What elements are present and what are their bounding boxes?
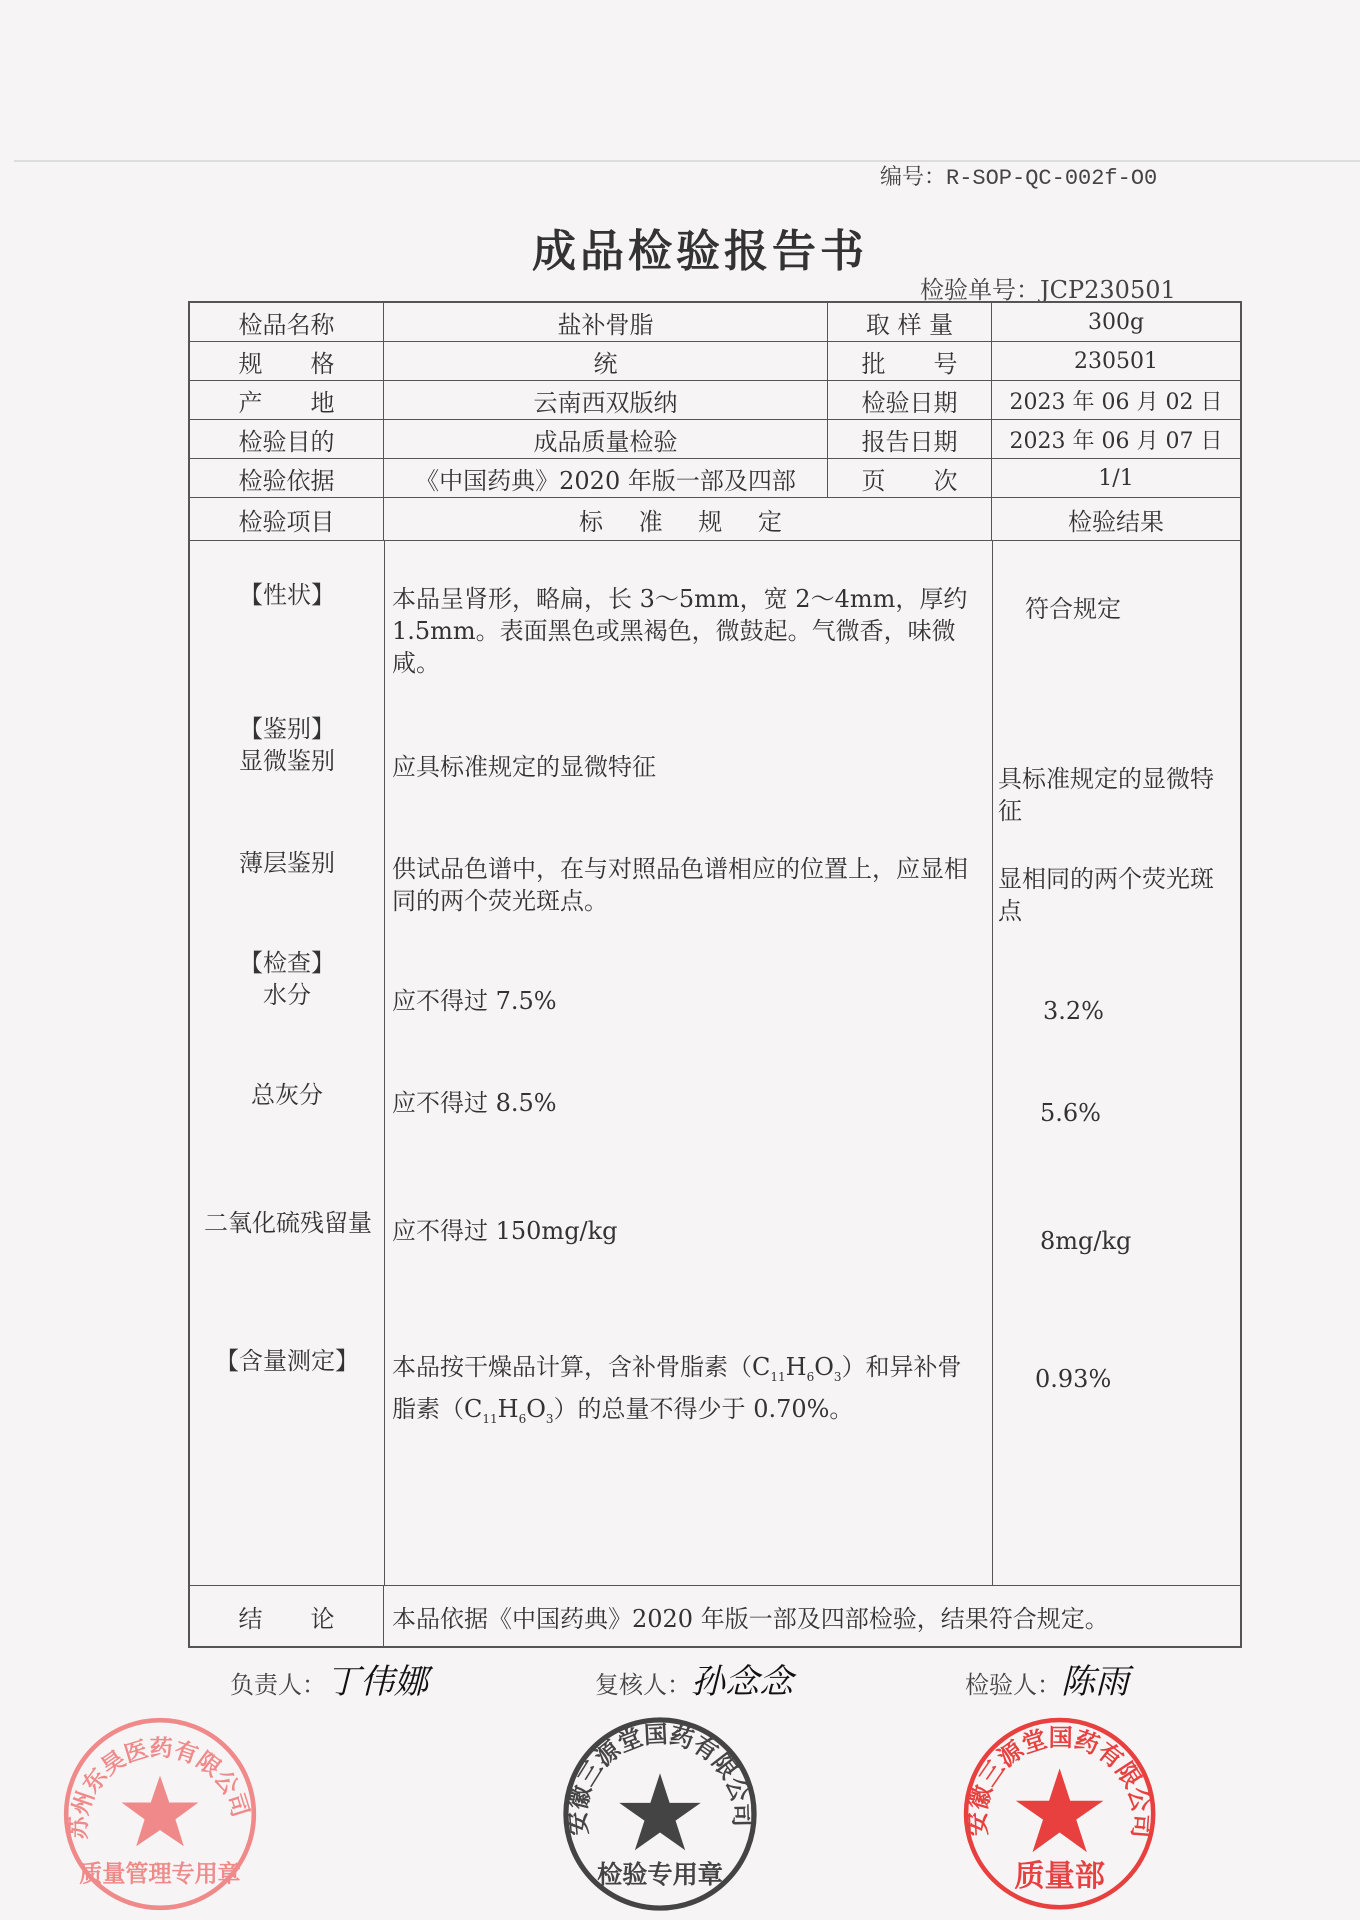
field-label: 检验目的: [190, 420, 384, 458]
result-text: 0.93%: [1035, 1365, 1112, 1393]
inspector-signature: 检验人：陈雨: [965, 1662, 1129, 1702]
scan-edge-line: [14, 160, 1360, 162]
header-row: [190, 342, 1240, 381]
section-label: 【鉴别】: [239, 715, 335, 743]
star-icon: [1016, 1768, 1104, 1852]
field-value: 云南西双版纳: [384, 381, 828, 419]
col-standard: 标 准 规 定: [384, 498, 992, 540]
field-label: 产 地: [190, 381, 384, 419]
result-text: 8mg/kg: [1040, 1227, 1132, 1255]
responsible-signature: 负责人：丁伟娜: [230, 1662, 428, 1702]
conclusion-row: [190, 1586, 1240, 1646]
result-text: 具标准规定的显微特征: [998, 765, 1214, 825]
field-label: 检验日期: [828, 381, 992, 419]
item-name: 二氧化硫残留量: [204, 1209, 372, 1237]
svg-text:质量部: 质量部: [1014, 1859, 1105, 1895]
section-label: 【性状】: [239, 581, 335, 609]
report-table: [188, 301, 1242, 1648]
standard-text: 应不得过 8.5%: [392, 1089, 557, 1117]
field-label: 报告日期: [828, 420, 992, 458]
result-text: 5.6%: [1040, 1099, 1101, 1127]
field-value: 《中国药典》2020 年版一部及四部: [384, 459, 828, 497]
field-value: 1/1: [1098, 465, 1134, 491]
standard-text: 供试品色谱中，在与对照品色谱相应的位置上，应显相同的两个荧光斑点。: [392, 855, 968, 915]
header-row: [190, 420, 1240, 459]
field-value: 统: [384, 342, 828, 380]
conclusion-label: 结 论: [190, 1586, 384, 1646]
standard-text: 本品按干燥品计算，含补骨脂素$(C_{11}H_6O_3)$和异补骨脂素$(C_{11}H_6O_3)$的总量不得少于 0.70%。: [392, 1353, 962, 1426]
item-name: 薄层鉴别: [239, 849, 335, 877]
distributor-stamp: [60, 1714, 260, 1914]
header-row: [190, 381, 1240, 420]
standard-text: 应具标准规定的显微特征: [392, 753, 656, 781]
field-value: 230501: [1074, 348, 1158, 374]
result-text: 显相同的两个荧光斑点: [998, 865, 1214, 925]
section-label: 【检查】: [239, 949, 335, 977]
field-value: 2023 年 06 月 02 日: [1009, 389, 1223, 415]
page-title: 成品检验报告书: [532, 226, 868, 277]
result-text: 符合规定: [1025, 595, 1121, 623]
item-name: 水分: [263, 981, 311, 1009]
star-icon: [619, 1773, 700, 1850]
header-row: [190, 303, 1240, 342]
test-items: [190, 541, 1240, 1586]
item-name: 总灰分: [251, 1081, 323, 1109]
field-label: 批 号: [828, 342, 992, 380]
field-label: 取 样 量: [828, 303, 992, 341]
svg-text:安徽三源堂国药有限公司: 安徽三源堂国药有限公司: [962, 1722, 1158, 1840]
document-number: 编号：R-SOP-QC-002f-O0: [880, 166, 1158, 191]
field-value: 2023 年 06 月 07 日: [1009, 428, 1223, 454]
reviewer-signature: 复核人：孙念念: [595, 1662, 793, 1702]
col-result: 检验结果: [1068, 507, 1164, 536]
svg-text:质量管理专用章: 质量管理专用章: [79, 1860, 241, 1888]
item-name: 显微鉴别: [239, 747, 335, 775]
header-row: [190, 459, 1240, 498]
svg-text:苏州东昊医药有限公司: 苏州东昊医药有限公司: [64, 1734, 254, 1840]
result-text: 3.2%: [1043, 997, 1104, 1025]
standard-text: 应不得过 150mg/kg: [392, 1217, 618, 1245]
standard-text: 本品呈肾形，略扁，长 3～5mm，宽 2～4mm，厚约 1.5mm。表面黑色或黑褐色，微鼓起。气微香，味微咸。: [392, 585, 968, 677]
section-label: 【含量测定】: [215, 1347, 359, 1375]
field-label: 检品名称: [190, 303, 384, 341]
field-label: 规 格: [190, 342, 384, 380]
field-value: 300g: [1087, 309, 1145, 335]
standard-text: 应不得过 7.5%: [392, 987, 557, 1015]
quality-dept-stamp: [960, 1714, 1160, 1914]
star-icon: [122, 1776, 199, 1847]
field-label: 检验依据: [190, 459, 384, 497]
svg-text:检验专用章: 检验专用章: [597, 1858, 723, 1889]
inspection-stamp: [560, 1714, 760, 1914]
field-value: 成品质量检验: [384, 420, 828, 458]
svg-text:安徽三源堂国药有限公司: 安徽三源堂国药有限公司: [563, 1720, 757, 1837]
field-label: 页 次: [828, 459, 992, 497]
column-header-row: [190, 498, 1240, 541]
col-item: 检验项目: [190, 498, 384, 540]
inspection-serial: 检验单号：JCP230501: [920, 276, 1176, 304]
field-value: 盐补骨脂: [384, 303, 828, 341]
conclusion-text: 本品依据《中国药典》2020 年版一部及四部检验，结果符合规定。: [392, 1604, 1109, 1633]
